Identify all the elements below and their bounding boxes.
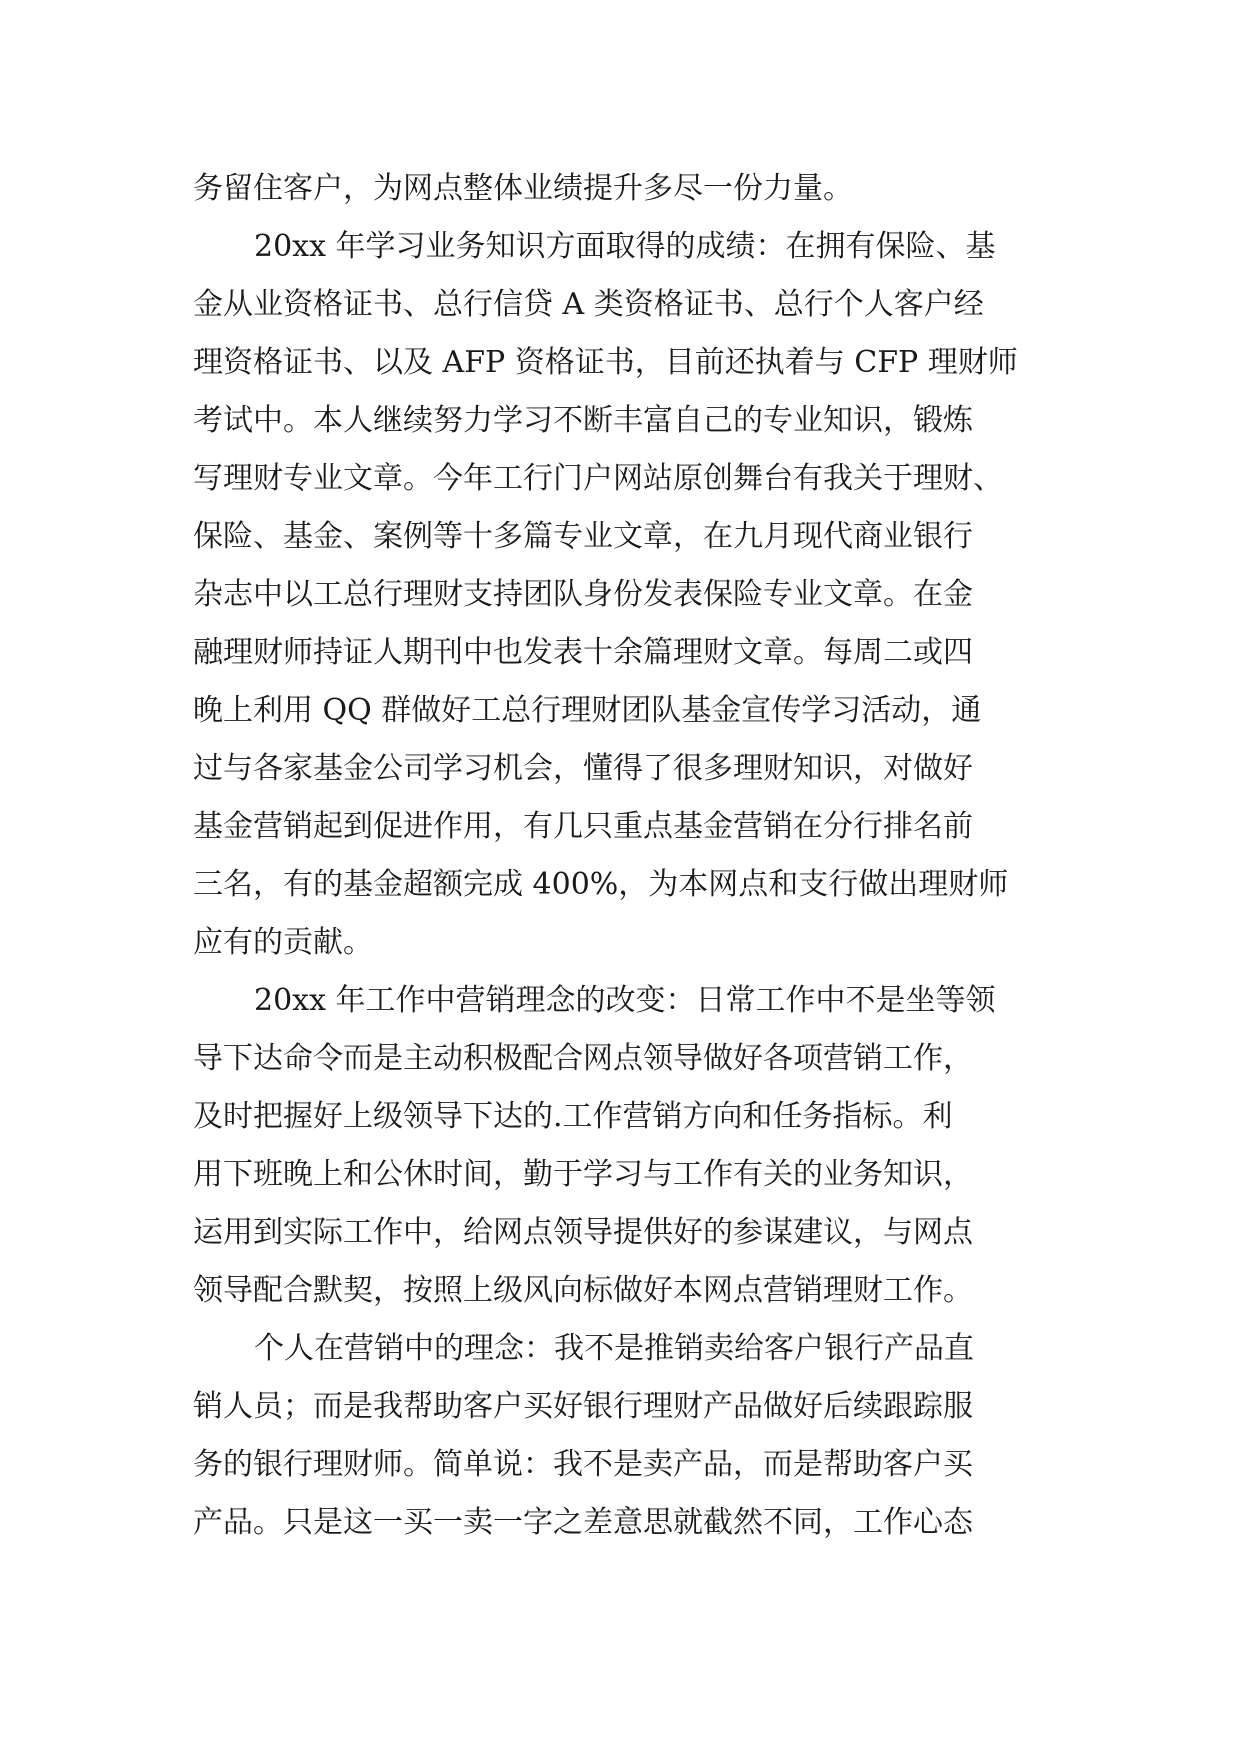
text-line: 产品。只是这一买一卖一字之差意思就截然不同，工作心态 xyxy=(193,1505,973,1540)
text-line: 运用到实际工作中，给网点领导提供好的参谋建议，与网点 xyxy=(193,1215,973,1250)
text-line: 过与各家基金公司学习机会，懂得了很多理财知识，对做好 xyxy=(193,751,973,786)
text-line: 个人在营销中的理念：我不是推销卖给客户银行产品直 xyxy=(254,1331,974,1366)
text-line: 销人员；而是我帮助客户买好银行理财产品做好后续跟踪服 xyxy=(193,1389,973,1424)
text-line: 理资格证书、以及 AFP 资格证书，目前还执着与 CFP 理财师 xyxy=(193,345,1018,380)
text-line: 务留住客户，为网点整体业绩提升多尽一份力量。 xyxy=(193,171,853,206)
paragraph-3 xyxy=(193,972,1048,1320)
text-line: 杂志中以工总行理财支持团队身份发表保险专业文章。在金 xyxy=(193,577,973,612)
text-line: 应有的贡献。 xyxy=(193,925,373,960)
text-line: 保险、基金、案例等十多篇专业文章，在九月现代商业银行 xyxy=(193,519,973,554)
text-line: 导下达命令而是主动积极配合网点领导做好各项营销工作， xyxy=(193,1041,973,1076)
body-text xyxy=(193,160,1048,1552)
text-line: 20xx 年学习业务知识方面取得的成绩：在拥有保险、基 xyxy=(254,229,996,264)
text-line: 融理财师持证人期刊中也发表十余篇理财文章。每周二或四 xyxy=(193,635,973,670)
text-line: 务的银行理财师。简单说：我不是卖产品，而是帮助客户买 xyxy=(193,1447,973,1482)
text-line: 考试中。本人继续努力学习不断丰富自己的专业知识，锻炼 xyxy=(193,403,973,438)
paragraph-1 xyxy=(193,160,1048,218)
text-line: 用下班晚上和公休时间，勤于学习与工作有关的业务知识， xyxy=(193,1157,973,1192)
paragraph-4 xyxy=(193,1320,1048,1552)
text-line: 及时把握好上级领导下达的.工作营销方向和任务指标。利 xyxy=(193,1099,953,1134)
text-line: 金从业资格证书、总行信贷 A 类资格证书、总行个人客户经 xyxy=(193,287,984,322)
paragraph-2 xyxy=(193,218,1048,972)
text-line: 写理财专业文章。今年工行门户网站原创舞台有我关于理财、 xyxy=(193,461,1003,496)
text-line: 20xx 年工作中营销理念的改变：日常工作中不是坐等领 xyxy=(254,983,996,1018)
text-line: 基金营销起到促进作用，有几只重点基金营销在分行排名前 xyxy=(193,809,973,844)
text-line: 三名，有的基金超额完成 400%，为本网点和支行做出理财师 xyxy=(193,867,1009,902)
text-line: 领导配合默契，按照上级风向标做好本网点营销理财工作。 xyxy=(193,1273,973,1308)
text-line: 晚上利用 QQ 群做好工总行理财团队基金宣传学习活动，通 xyxy=(193,693,982,728)
